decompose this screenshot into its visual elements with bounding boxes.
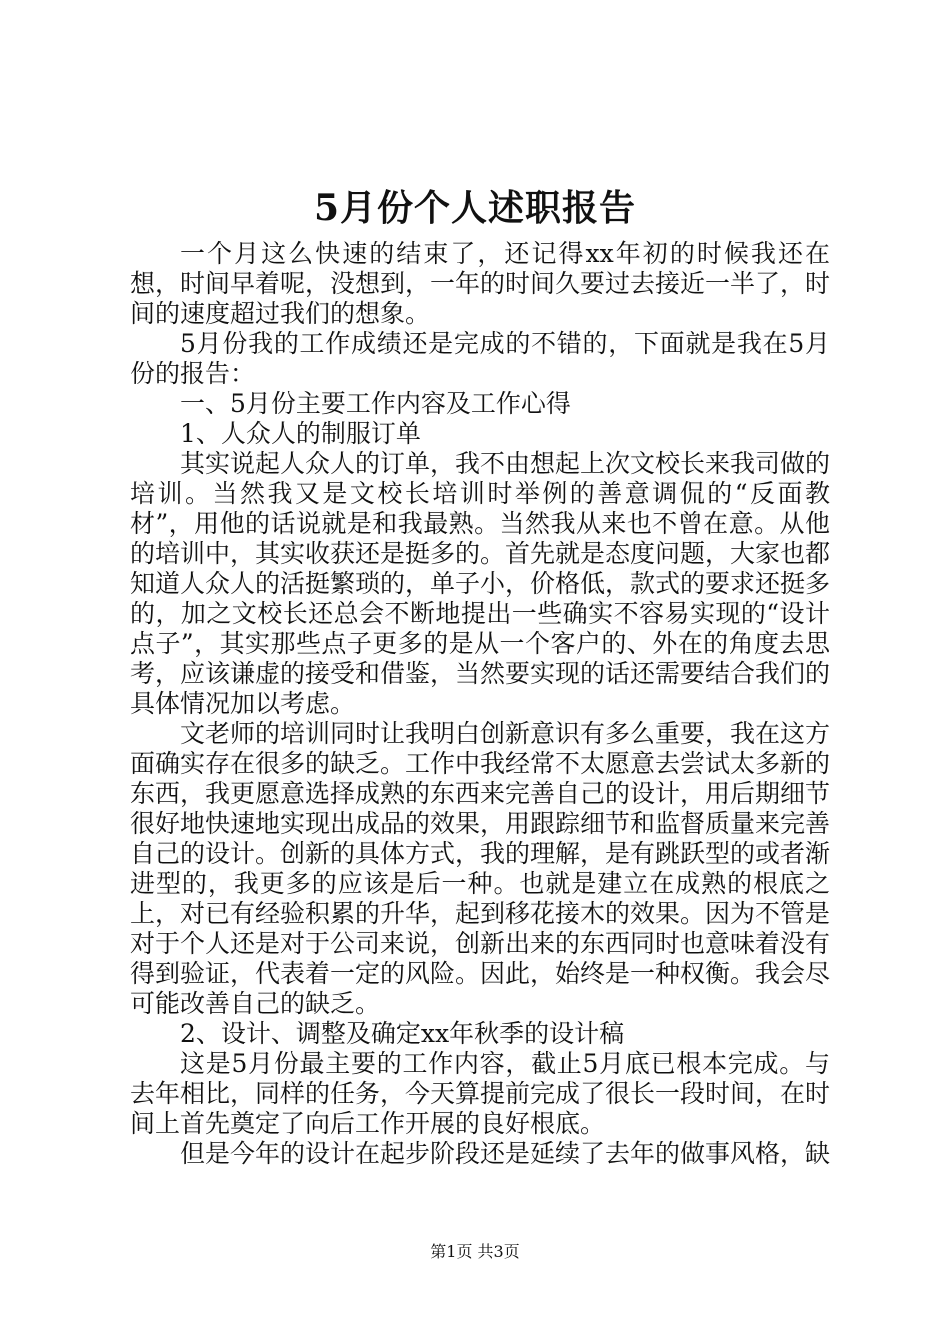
document-body bbox=[130, 239, 830, 1169]
paragraph: 一个月这么快速的结束了，还记得xx年初的时候我还在想，时间早着呢，没想到，一年的时间久要过去接近一半了，时间的速度超过我们的想象。 bbox=[130, 239, 831, 328]
section-heading: 一、5月份主要工作内容及工作心得 bbox=[180, 389, 571, 418]
subsection-heading: 2、设计、调整及确定xx年秋季的设计稿 bbox=[180, 1019, 625, 1048]
paragraph: 5月份我的工作成绩还是完成的不错的，下面就是我在5月份的报告： bbox=[130, 329, 830, 388]
page-footer: 第1页 共3页 bbox=[430, 1242, 520, 1261]
subsection-heading: 1、人众人的制服订单 bbox=[180, 419, 421, 448]
document-title: 5月份个人述职报告 bbox=[313, 187, 637, 229]
paragraph: 但是今年的设计在起步阶段还是延续了去年的做事风格，缺 bbox=[180, 1139, 831, 1168]
paragraph: 其实说起人众人的订单，我不由想起上次文校长来我司做的培训。当然我又是文校长培训时举例的善意调侃的“反面教材”，用他的话说就是和我最熟。当然我从来也不曾在意。从他的培训中，其实收获还是挺多的。首先就是态度问题，大家也都知道人众人的活挺繁琐的，单子小，价格低，款式的要求还挺多的，加之文校长还总会不断地提出一些确实不容易实现的“设计点子”，其实那些点子更多的是从一个客户的、外在的角度去思考，应该谦虚的接受和借鉴，当然要实现的话还需要结合我们的具体情况加以考虑。 bbox=[130, 449, 831, 718]
paragraph: 文老师的培训同时让我明白创新意识有多么重要，我在这方面确实存在很多的缺乏。工作中我经常不太愿意去尝试太多新的东西，我更愿意选择成熟的东西来完善自己的设计，用后期细节很好地快速地实现出成品的效果，用跟踪细节和监督质量来完善自己的设计。创新的具体方式，我的理解，是有跳跃型的或者渐进型的，我更多的应该是后一种。也就是建立在成熟的根底之上，对已有经验积累的升华，起到移花接木的效果。因为不管是对于个人还是对于公司来说，创新出来的东西同时也意味着没有得到验证，代表着一定的风险。因此，始终是一种权衡。我会尽可能改善自己的缺乏。 bbox=[130, 719, 831, 1018]
paragraph: 这是5月份最主要的工作内容，截止5月底已根本完成。与去年相比，同样的任务，今天算提前完成了很长一段时间，在时间上首先奠定了向后工作开展的良好根底。 bbox=[130, 1049, 831, 1138]
